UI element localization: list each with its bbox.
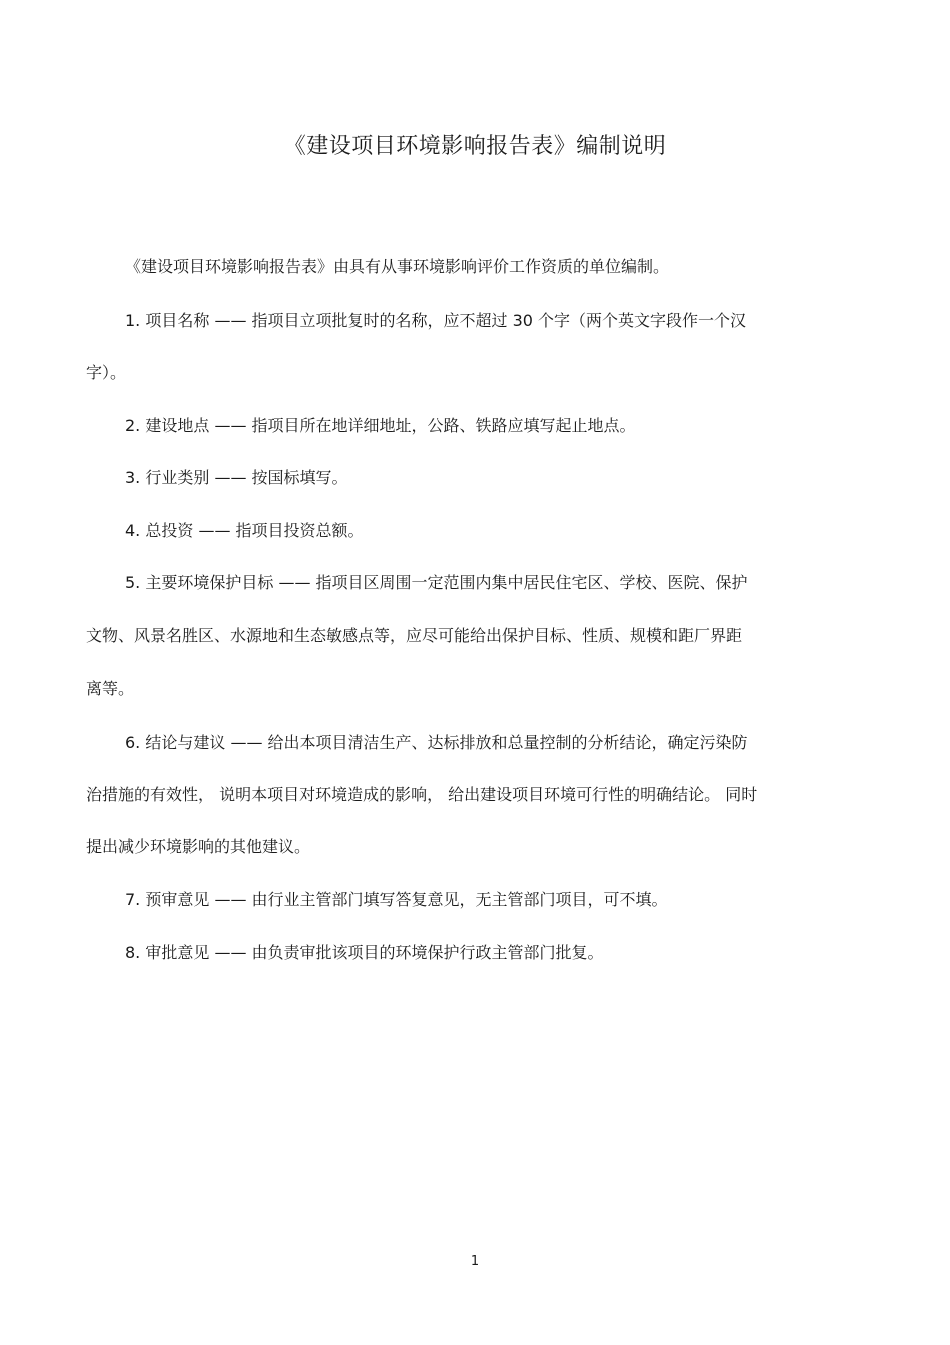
item-6-line-1: 6. 结论与建议 —— 给出本项目清洁生产、达标排放和总量控制的分析结论，确定污染防 [125, 733, 748, 752]
intro-paragraph: 《建设项目环境影响报告表》由具有从事环境影响评价工作资质的单位编制。 [125, 257, 670, 276]
item-5-line-3: 离等。 [86, 679, 135, 698]
page-number: 1 [470, 1254, 480, 1269]
item-2-line-1: 2. 建设地点 —— 指项目所在地详细地址，公路、铁路应填写起止地点。 [125, 416, 636, 435]
item-1-line-2: 字）。 [86, 363, 127, 382]
item-4-line-1: 4. 总投资 —— 指项目投资总额。 [125, 521, 364, 540]
item-6-line-3: 提出减少环境影响的其他建议。 [86, 837, 311, 856]
item-1-line-1: 1. 项目名称 —— 指项目立项批复时的名称，应不超过 30 个字（两个英文字段作一个汉 [125, 311, 747, 330]
document-title: 《建设项目环境影响报告表》编制说明 [283, 134, 667, 159]
item-6-line-2: 治措施的有效性， 说明本项目对环境造成的影响， 给出建设项目环境可行性的明确结论。 同时 [86, 785, 758, 804]
item-3-line-1: 3. 行业类别 —— 按国标填写。 [125, 468, 348, 487]
item-5-line-2: 文物、风景名胜区、水源地和生态敏感点等，应尽可能给出保护目标、性质、规模和距厂界距 [86, 626, 743, 645]
item-5-line-1: 5. 主要环境保护目标 —— 指项目区周围一定范围内集中居民住宅区、学校、医院、保护 [125, 573, 748, 592]
item-8-line-1: 8. 审批意见 —— 由负责审批该项目的环境保护行政主管部门批复。 [125, 943, 604, 962]
item-7-line-1: 7. 预审意见 —— 由行业主管部门填写答复意见，无主管部门项目，可不填。 [125, 890, 668, 909]
